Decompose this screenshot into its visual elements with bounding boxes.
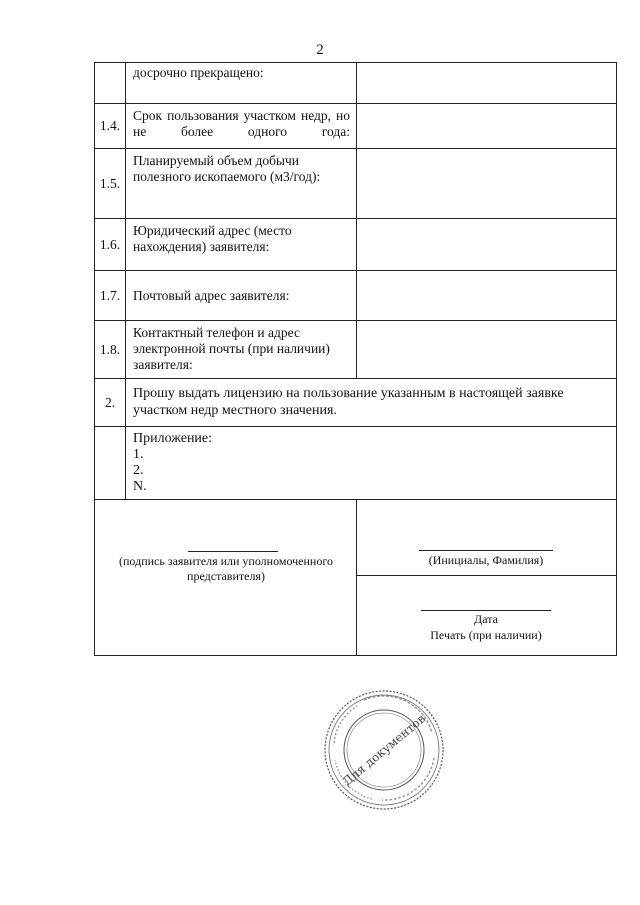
form-row-1-6 [95, 219, 617, 271]
attachment-item: 2. [133, 463, 144, 478]
row-number [95, 427, 126, 500]
row-number: 1.8. [95, 321, 126, 379]
row-label [126, 104, 357, 149]
signature-right-block [357, 500, 617, 656]
attachments-block [126, 427, 617, 500]
request-text: Прошу выдать лицензию на пользование указанным в настоящей заявке участком недр местного значения. [126, 379, 617, 427]
row-number: 1.5. [95, 149, 126, 219]
form-row-continued [95, 63, 617, 104]
form-row-1-5 [95, 149, 617, 219]
row-value-field[interactable] [357, 271, 617, 321]
signature-caption: (подпись заявителя или уполномоченного представителя) [119, 554, 333, 583]
document-stamp [322, 688, 446, 812]
name-cell [357, 500, 616, 576]
row-number: 1.4. [95, 104, 126, 149]
attachment-item: N. [133, 479, 147, 494]
row-label-text: Срок пользования участком недр, но не более одного года: [133, 108, 350, 139]
row-label: досрочно прекращено: [126, 63, 357, 104]
attachments-title: Приложение: [133, 431, 213, 446]
row-number: 1.6. [95, 219, 126, 271]
date-seal-cell [357, 576, 616, 655]
stamp-center-text: Для документов [340, 711, 428, 789]
row-value-field[interactable] [357, 63, 617, 104]
form-row-1-8 [95, 321, 617, 379]
row-value-field[interactable] [357, 219, 617, 271]
signature-row [95, 500, 617, 656]
page-number: 2 [316, 42, 324, 58]
seal-label: Печать (при наличии) [430, 628, 542, 642]
form-row-1-7 [95, 271, 617, 321]
row-value-field[interactable] [357, 321, 617, 379]
form-row-1-4 [95, 104, 617, 149]
signature-block [95, 500, 357, 656]
name-line[interactable] [419, 550, 553, 551]
row-label: Юридический адрес (место нахождения) заявителя: [126, 219, 357, 271]
form-row-attachments [95, 427, 617, 500]
row-label: Планируемый объем добычи полезного ископаемого (м3/год): [126, 149, 357, 219]
row-label: Контактный телефон и адрес электронной почты (при наличии) заявителя: [126, 321, 357, 379]
application-form-table [94, 62, 617, 656]
date-label: Дата [474, 612, 498, 626]
row-number: 1.7. [95, 271, 126, 321]
row-label: Почтовый адрес заявителя: [126, 271, 357, 321]
signature-line[interactable] [188, 551, 278, 552]
row-value-field[interactable] [357, 149, 617, 219]
name-caption: (Инициалы, Фамилия) [428, 553, 544, 567]
form-row-request [95, 379, 617, 427]
row-number [95, 63, 126, 104]
row-number: 2. [95, 379, 126, 427]
row-value-field[interactable] [357, 104, 617, 149]
date-line[interactable] [421, 610, 551, 611]
attachment-item: 1. [133, 447, 144, 462]
